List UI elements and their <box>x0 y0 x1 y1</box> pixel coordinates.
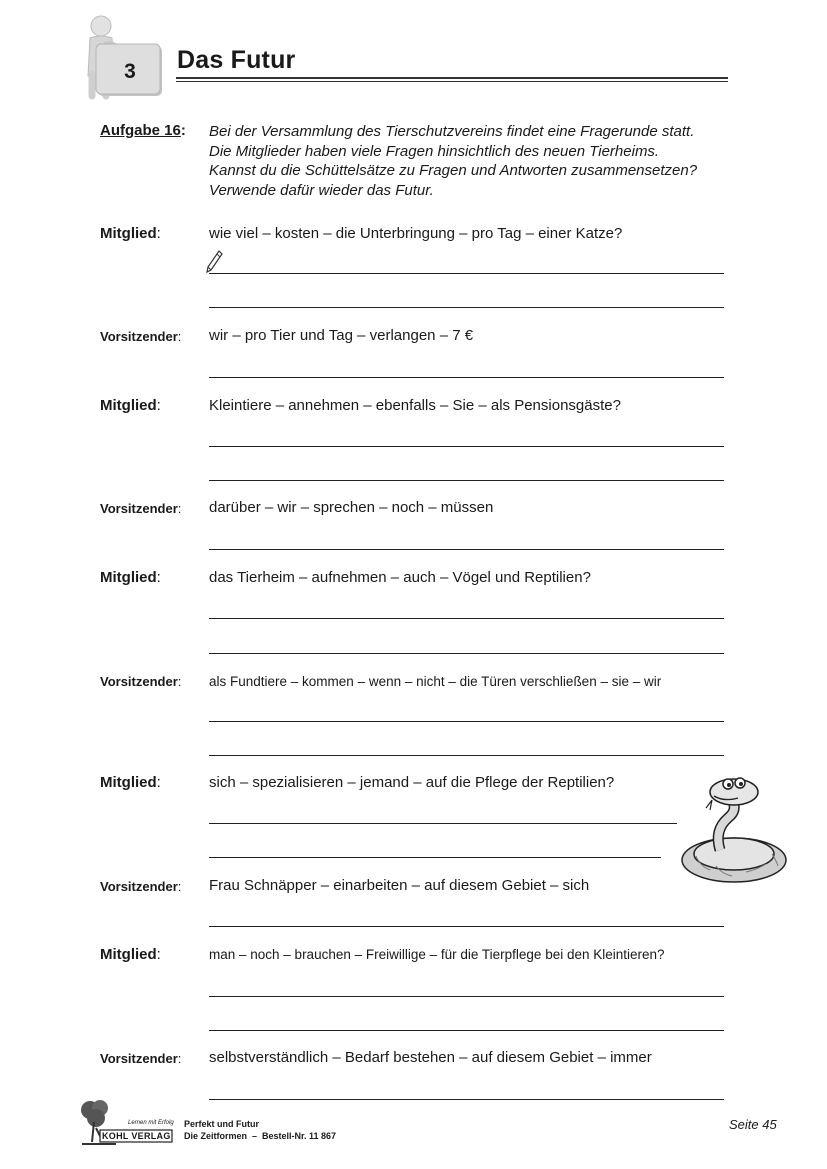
task-label-text: Aufgabe 16 <box>100 122 181 139</box>
answer-line[interactable] <box>209 273 724 274</box>
answer-line[interactable] <box>209 755 724 756</box>
task-label-colon: : <box>180 122 186 139</box>
speaker-name: Mitglied <box>100 569 157 586</box>
speaker-label: Vorsitzender: <box>100 329 182 344</box>
scrambled-prompt: selbstverständlich – Bedarf bestehen – auf diesem Gebiet – immer <box>209 1049 652 1066</box>
task-line: Bei der Versammlung des Tierschutzvereins findet eine Fragerunde statt. <box>209 123 695 140</box>
task-instructions <box>209 122 749 200</box>
scrambled-prompt: darüber – wir – sprechen – noch – müssen <box>209 499 494 516</box>
speaker-name: Mitglied <box>100 225 157 242</box>
speaker-name: Mitglied <box>100 397 157 414</box>
speaker-name: Mitglied <box>100 774 157 791</box>
scrambled-prompt: sich – spezialisieren – jemand – auf die Pflege der Reptilien? <box>209 774 615 791</box>
logo-name: KOHL VERLAG <box>102 1131 171 1141</box>
logo-tagline: Lernen mit Erfolg <box>128 1120 174 1126</box>
speaker-label: Vorsitzender: <box>100 1051 182 1066</box>
title-rule <box>176 77 728 79</box>
answer-line[interactable] <box>209 549 724 550</box>
speaker-label: Mitglied: <box>100 397 161 414</box>
answer-line[interactable] <box>209 1099 724 1100</box>
task-line: Die Mitglieder haben viele Fragen hinsichtlich des neuen Tierheims. <box>209 142 660 160</box>
speaker-name: Vorsitzender <box>100 501 178 516</box>
book-subtitle: Die Zeitformen – Bestell-Nr. 11 867 <box>184 1131 337 1141</box>
scrambled-prompt: als Fundtiere – kommen – wenn – nicht – die Türen verschließen – sie – wir <box>209 674 662 689</box>
scrambled-prompt: wie viel – kosten – die Unterbringung – pro Tag – einer Katze? <box>209 225 623 242</box>
task-line: Verwende dafür wieder das Futur. <box>209 181 434 199</box>
task-label <box>100 122 186 139</box>
speaker-label: Vorsitzender: <box>100 501 182 516</box>
page-title: Das Futur <box>177 46 296 74</box>
answer-line[interactable] <box>209 618 724 619</box>
speaker-label: Mitglied: <box>100 774 161 791</box>
book-title: Perfekt und Futur <box>184 1119 260 1129</box>
speaker-name: Mitglied <box>100 946 157 963</box>
chapter-number: 3 <box>124 60 136 83</box>
speaker-label: Mitglied: <box>100 225 161 242</box>
chapter-badge <box>76 14 168 100</box>
snake-illustration <box>676 770 790 888</box>
speaker-label: Mitglied: <box>100 569 161 586</box>
speaker-name: Vorsitzender <box>100 879 178 894</box>
scrambled-prompt: wir – pro Tier und Tag – verlangen – 7 € <box>209 327 474 344</box>
answer-line[interactable] <box>209 857 661 858</box>
publisher-logo <box>76 1100 176 1146</box>
scrambled-prompt: man – noch – brauchen – Freiwillige – für die Tierpflege bei den Kleintieren? <box>209 947 665 962</box>
speaker-label: Vorsitzender: <box>100 879 182 894</box>
answer-line[interactable] <box>209 823 677 824</box>
speaker-label: Mitglied: <box>100 946 161 963</box>
scrambled-prompt: Kleintiere – annehmen – ebenfalls – Sie – als Pensionsgäste? <box>209 397 621 414</box>
answer-line[interactable] <box>209 377 724 378</box>
speaker-name: Vorsitzender <box>100 1051 178 1066</box>
title-rule-thin <box>176 81 728 82</box>
speaker-name: Vorsitzender <box>100 674 178 689</box>
page-number: Seite 45 <box>729 1117 777 1132</box>
scrambled-prompt: das Tierheim – aufnehmen – auch – Vögel und Reptilien? <box>209 569 591 586</box>
answer-line[interactable] <box>209 653 724 654</box>
task-line: Kannst du die Schüttelsätze zu Fragen und Antworten zusammensetzen? <box>209 162 698 179</box>
answer-line[interactable] <box>209 307 724 308</box>
footer-book-info <box>184 1118 336 1142</box>
answer-line[interactable] <box>209 721 724 722</box>
speaker-name: Vorsitzender <box>100 329 178 344</box>
answer-line[interactable] <box>209 480 724 481</box>
answer-line[interactable] <box>209 926 724 927</box>
pencil-icon <box>205 250 223 274</box>
speaker-label: Vorsitzender: <box>100 674 182 689</box>
scrambled-prompt: Frau Schnäpper – einarbeiten – auf diesem Gebiet – sich <box>209 877 590 894</box>
answer-line[interactable] <box>209 1030 724 1031</box>
answer-line[interactable] <box>209 996 724 997</box>
answer-line[interactable] <box>209 446 724 447</box>
